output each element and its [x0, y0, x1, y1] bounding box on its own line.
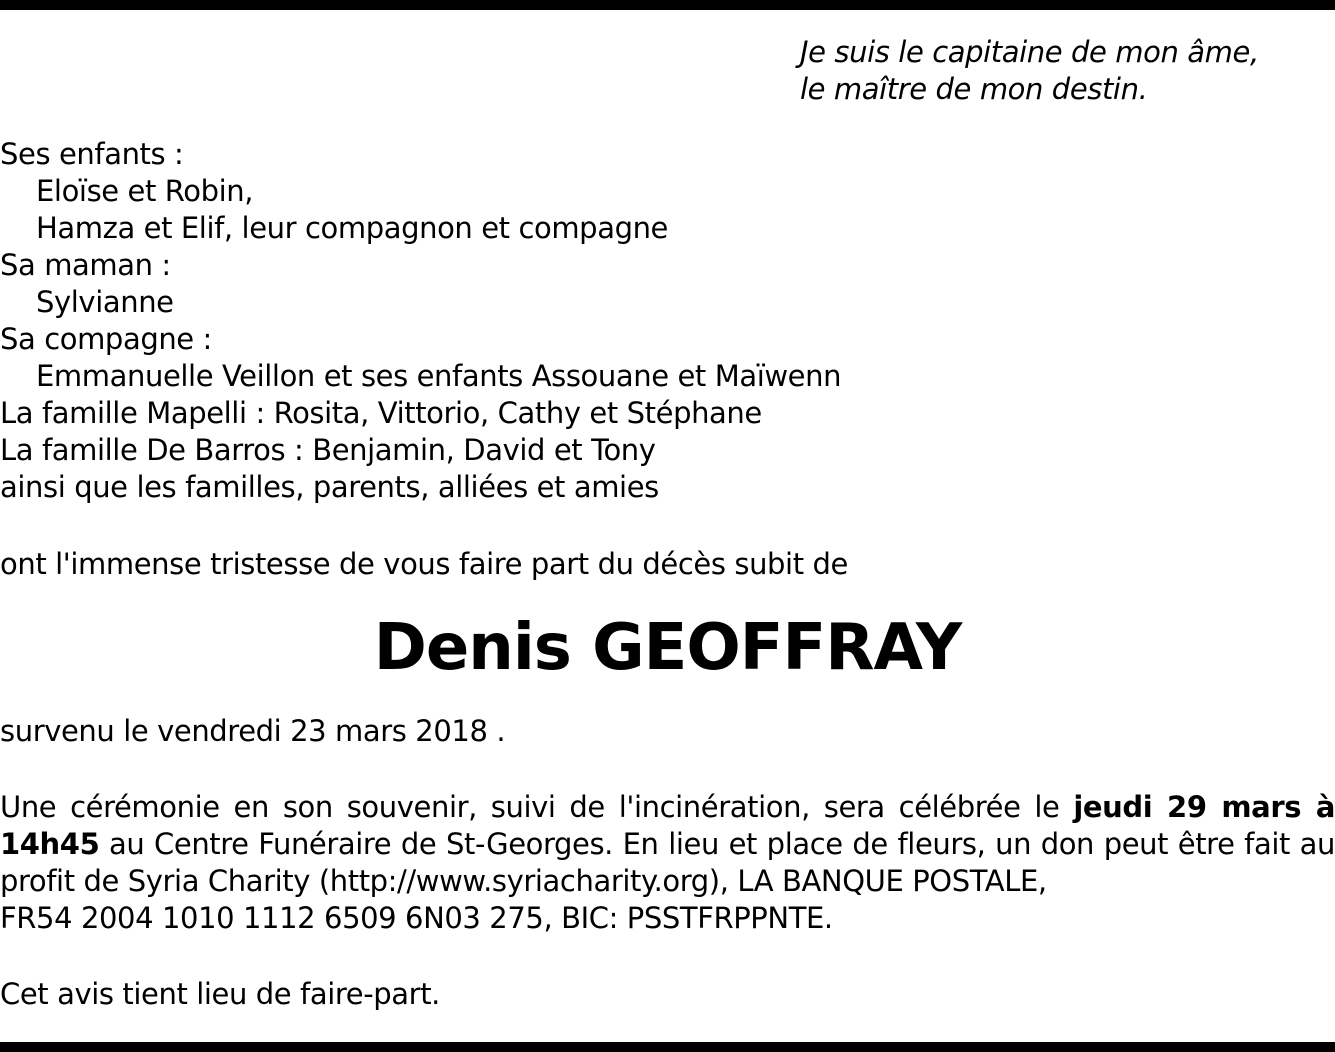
quote-line-2: le maître de mon destin.: [800, 72, 1148, 106]
date-of-death: survenu le vendredi 23 mars 2018 .: [0, 714, 506, 748]
quote-line-1: Je suis le capitaine de mon âme,: [800, 35, 1259, 69]
ceremony-text-2: au Centre Funéraire de St-Georges. En lieu et place de fleurs, un don peut être fait au: [99, 827, 1335, 861]
epigraph-quote: [800, 34, 1259, 108]
family-mapelli: La famille Mapelli : Rosita, Vittorio, Cathy et Stéphane: [0, 396, 762, 430]
bottom-border-rule: [0, 1042, 1335, 1052]
ceremony-line-2: [0, 826, 1335, 863]
mother-name: Sylvianne: [36, 285, 174, 319]
ceremony-paragraph: [0, 789, 1335, 937]
deceased-name: Denis GEOFFRAY: [373, 611, 962, 685]
children-heading: Ses enfants :: [0, 137, 184, 171]
ceremony-text-1: Une cérémonie en son souvenir, suivi de l'incinération, sera célébrée le: [0, 790, 1074, 824]
announcement-intro: ont l'immense tristesse de vous faire part du décès subit de: [0, 547, 848, 581]
notice-footer: Cet avis tient lieu de faire-part.: [0, 977, 440, 1011]
partner-heading: Sa compagne :: [0, 322, 212, 356]
children-line-1: Eloïse et Robin,: [36, 174, 254, 208]
ceremony-time-bold: 14h45: [0, 827, 100, 861]
ceremony-date-bold: jeudi 29 mars à: [1073, 790, 1335, 824]
family-debarros: La famille De Barros : Benjamin, David et Tony: [0, 433, 656, 467]
children-line-2: Hamza et Elif, leur compagnon et compagne: [36, 211, 668, 245]
other-families: ainsi que les familles, parents, alliées et amies: [0, 470, 659, 504]
mother-heading: Sa maman :: [0, 248, 171, 282]
top-border-rule: [0, 0, 1335, 10]
family-list: [0, 136, 841, 506]
ceremony-line-3: profit de Syria Charity (http://www.syriacharity.org), LA BANQUE POSTALE,: [0, 864, 1047, 898]
ceremony-line-4: FR54 2004 1010 1112 6509 6N03 275, BIC: PSSTFRPPNTE.: [0, 901, 833, 935]
partner-name: Emmanuelle Veillon et ses enfants Assouane et Maïwenn: [36, 359, 842, 393]
ceremony-line-1: [0, 789, 1335, 826]
